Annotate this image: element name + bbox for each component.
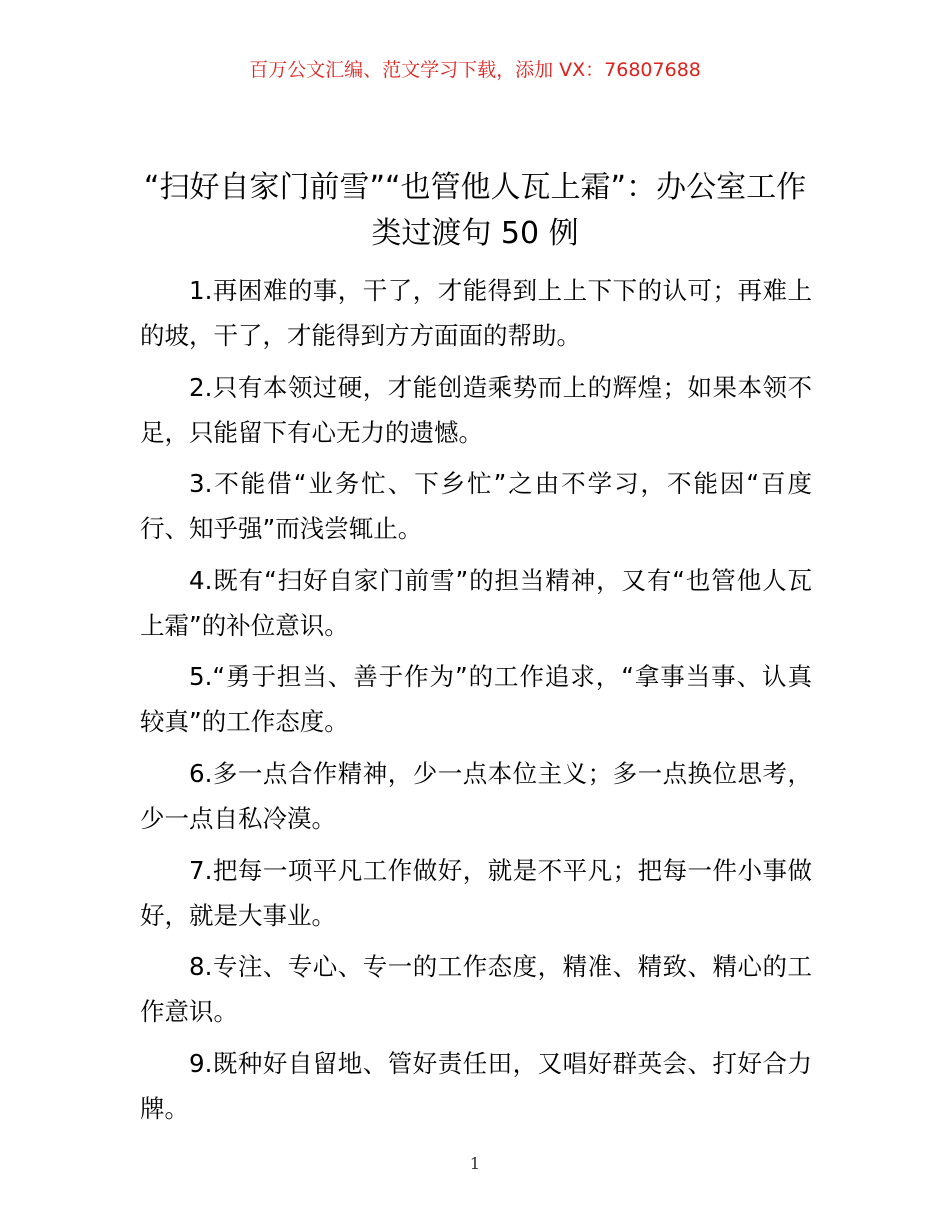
page-number: 1 [469,1154,481,1173]
list-item: 2.只有本领过硬，才能创造乘势而上的辉煌；如果本领不足，只能留下有心无力的遗憾。 [140,372,812,447]
document-title: “扫好自家门前雪”“也管他人瓦上霜”：办公室工作类过渡句 50 例 [143,170,807,251]
list-item: 3.不能借“业务忙、下乡忙”之由不学习，不能因“百度行、知乎强”而浅尝辄止。 [140,469,812,544]
list-item: 5.“勇于担当、善于作为”的工作追求，“拿事当事、认真较真”的工作态度。 [140,662,812,737]
list-item: 8.专注、专心、专一的工作态度，精准、精致、精心的工作意识。 [140,952,812,1027]
list-item: 1.再困难的事，干了，才能得到上上下下的认可；再难上的坡，干了，才能得到方方面面的帮助。 [140,276,812,350]
list-item: 7.把每一项平凡工作做好，就是不平凡；把每一件小事做好，就是大事业。 [140,855,812,930]
list-item: 4.既有“扫好自家门前雪”的担当精神，又有“也管他人瓦上霜”的补位意识。 [140,565,812,640]
header-banner: 百万公文汇编、范文学习下载，添加 VX：76807688 [249,59,701,81]
transition-sentence-list [140,268,812,1137]
list-item: 9.既种好自留地、管好责任田，又唱好群英会、打好合力牌。 [140,1048,812,1123]
list-item: 6.多一点合作精神，少一点本位主义；多一点换位思考，少一点自私冷漠。 [140,758,812,833]
